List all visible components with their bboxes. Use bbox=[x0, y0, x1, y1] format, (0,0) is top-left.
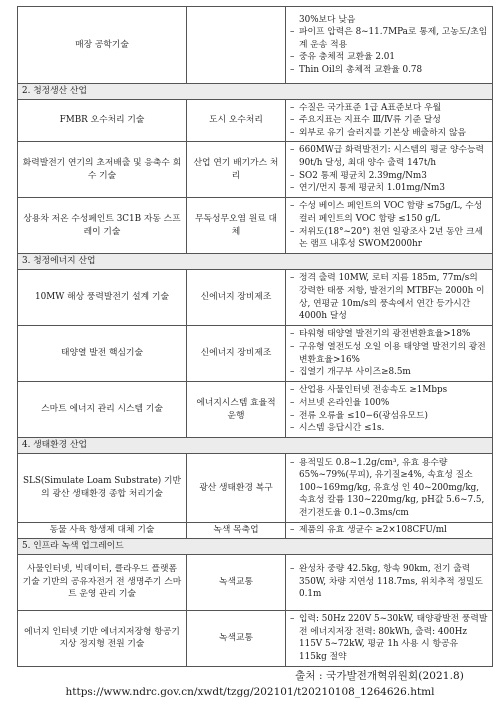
row-category bbox=[187, 7, 286, 84]
table-row bbox=[18, 610, 493, 666]
table-row bbox=[18, 382, 493, 438]
row-category: 광산 생태환경 복구 bbox=[187, 454, 286, 523]
table-row bbox=[18, 326, 493, 382]
row-label: SLS(Simulate Loam Substrate) 기반의 광산 생태환경 종합 처리기술 bbox=[18, 454, 187, 523]
bullet-item: 30%보다 낮음 bbox=[299, 14, 356, 25]
bullet-item: – 660MW급 화력발전기: 시스템의 평균 양수능력 90t/h 달성, 최대 양수 출력 147t/h bbox=[290, 144, 488, 169]
section-header bbox=[18, 254, 493, 270]
row-label: 10MW 해상 풍력발전기 설계 기술 bbox=[18, 270, 187, 326]
bullet-item: – 저위도(18°~20°) 천연 일광조사 2년 동안 크세논 램프 내후성 SWOM2000hr bbox=[290, 226, 488, 251]
section-title: 5. 인프라 녹색 업그레이드 bbox=[18, 538, 493, 554]
row-details bbox=[286, 554, 493, 610]
row-category: 무독성무오염 원료 대체 bbox=[187, 198, 286, 254]
table-row bbox=[18, 198, 493, 254]
row-details bbox=[286, 270, 493, 326]
row-label: 에너지 인터넷 기반 에너지저장형 항공기 지상 정지형 전원 기술 bbox=[18, 610, 187, 666]
section-header bbox=[18, 84, 493, 100]
bullet-item: – 입력: 50Hz 220V 5~30kW, 태양광발전 풍력발전 에너지저장 전력: 80kWh, 출력: 400Hz 115V 5~72kW, 평균 1h 사용 시 항공유 115kg 절약 bbox=[290, 613, 488, 663]
table-row bbox=[18, 523, 493, 539]
row-details bbox=[286, 382, 493, 438]
bullet-item: – 파이프 압력은 8~11.7MPa로 통제, 고농도/초임계 운송 적용 bbox=[290, 26, 488, 51]
bullet-item: – 서브넷 온라인율 100% bbox=[290, 397, 488, 410]
section-header bbox=[18, 538, 493, 554]
row-details bbox=[286, 610, 493, 666]
bullet-item: – 구유형 열전도성 오일 이용 태양열 발전기의 광전변환효율>16% bbox=[290, 341, 488, 366]
bullet-item: – 정격 출력 10MW, 로터 지름 185m, 77m/s의 강력한 태풍 저항, 발전기의 MTBF는 2000h 이상, 연평균 10m/s의 풍속에서 연간 등가시간 4000h 달성 bbox=[290, 272, 488, 322]
bullet-item: – 수성 베이스 페인트의 VOC 함량 ≤75g/L, 수성 컬러 페인트의 VOC 함량 ≤150 g/L bbox=[290, 200, 488, 225]
source-url: https://www.ndrc.gov.cn/xwdt/tzgg/202101/t20210108_1264626.html bbox=[65, 686, 435, 698]
bullet-item: – 제품의 유효 생균수 ≥2×108CFU/ml bbox=[290, 524, 488, 537]
bullet-item: – 시스템 응답시간 ≤1s. bbox=[290, 422, 488, 435]
bullet-item: – 수질은 국가표준 1급 A표준보다 우월 bbox=[290, 102, 488, 115]
row-label: 매장 공학기술 bbox=[18, 7, 187, 84]
row-category: 신에너지 장비제조 bbox=[187, 326, 286, 382]
bullet-item: – 주요지표는 지표수 Ⅲ/Ⅳ류 기준 달성 bbox=[290, 114, 488, 127]
row-label: 화력발전기 연기의 초저배출 및 응축수 회수 기술 bbox=[18, 142, 187, 198]
bullet-item: – 용적밀도 0.8~1.2g/cm³, 유효 용수량 65%~79%(무피), 유기질≥4%, 속효성 질소 100~169mg/kg, 유효성 인 40~200mg/kg, 속효성 칼륨 130~220mg/kg, pH값 5.6~7.5, 전기전도율 0.1~0.3ms/cm bbox=[290, 457, 488, 520]
table-row bbox=[18, 270, 493, 326]
section-title: 4. 생태환경 산업 bbox=[18, 438, 493, 454]
row-label: 동물 사육 항생제 대체 기술 bbox=[18, 523, 187, 539]
bullet-item: – 완성차 중량 42.5kg, 항속 90km, 전기 출력 350W, 차량 지연성 118.7ms, 위치추적 정밀도 0.1m bbox=[290, 563, 488, 601]
row-category: 녹색 목축업 bbox=[187, 523, 286, 539]
source-citation: 출처 : 국가발전개혁위원회(2021.8) bbox=[295, 670, 464, 682]
row-category: 산업 연기 배기가스 처리 bbox=[187, 142, 286, 198]
bullet-item: – 산업용 사물인터넷 전송속도 ≥1Mbps bbox=[290, 384, 488, 397]
row-label: 스마트 에너지 관리 시스템 기술 bbox=[18, 382, 187, 438]
section-header bbox=[18, 438, 493, 454]
row-details bbox=[286, 326, 493, 382]
row-category: 에너지시스템 효율적 운행 bbox=[187, 382, 286, 438]
table-row bbox=[18, 454, 493, 523]
row-details bbox=[286, 7, 493, 84]
bullet-item: – Thin Oil의 총체적 교환율 0.78 bbox=[290, 64, 488, 77]
row-category: 도시 오수처리 bbox=[187, 100, 286, 142]
section-title: 3. 청정에너지 산업 bbox=[18, 254, 493, 270]
row-category: 녹색교통 bbox=[187, 554, 286, 610]
bullet-item: – 외부로 유기 슬러지를 기본상 배출하지 않음 bbox=[290, 127, 488, 140]
bullet-item: – 집열기 개구부 사이즈≥8.5m bbox=[290, 366, 488, 379]
row-category: 신에너지 장비제조 bbox=[187, 270, 286, 326]
bullet-item: – SO2 통제 평균치 2.39mg/Nm3 bbox=[290, 170, 488, 183]
row-label: 태양열 발전 핵심기술 bbox=[18, 326, 187, 382]
row-details bbox=[286, 198, 493, 254]
row-details bbox=[286, 523, 493, 539]
row-category: 녹색교통 bbox=[187, 610, 286, 666]
table-row bbox=[18, 142, 493, 198]
row-label: 상용차 저온 수성페인트 3C1B 자동 스프레이 기술 bbox=[18, 198, 187, 254]
row-details bbox=[286, 454, 493, 523]
table-row bbox=[18, 554, 493, 610]
section-title: 2. 청정생산 산업 bbox=[18, 84, 493, 100]
table-row bbox=[18, 7, 493, 84]
bullet-item: – 연기/먼지 통제 평균치 1.01mg/Nm3 bbox=[290, 182, 488, 195]
row-details bbox=[286, 100, 493, 142]
bullet-item: – 타워형 태양열 발전기의 광전변환효율>18% bbox=[290, 328, 488, 341]
row-label: 사물인터넷, 빅데이터, 클라우드 플랫폼 기술 기반의 공유자전거 전 생명주기 스마트 운영 관리 기술 bbox=[18, 554, 187, 610]
row-details bbox=[286, 142, 493, 198]
bullet-item: – 중유 충체적 교환율 2.01 bbox=[290, 51, 488, 64]
row-label: FMBR 오수처리 기술 bbox=[18, 100, 187, 142]
technology-table bbox=[17, 6, 493, 667]
bullet-item: – 전류 오류율 ≤10−6(광섬유모드) bbox=[290, 410, 488, 423]
table-row bbox=[18, 100, 493, 142]
